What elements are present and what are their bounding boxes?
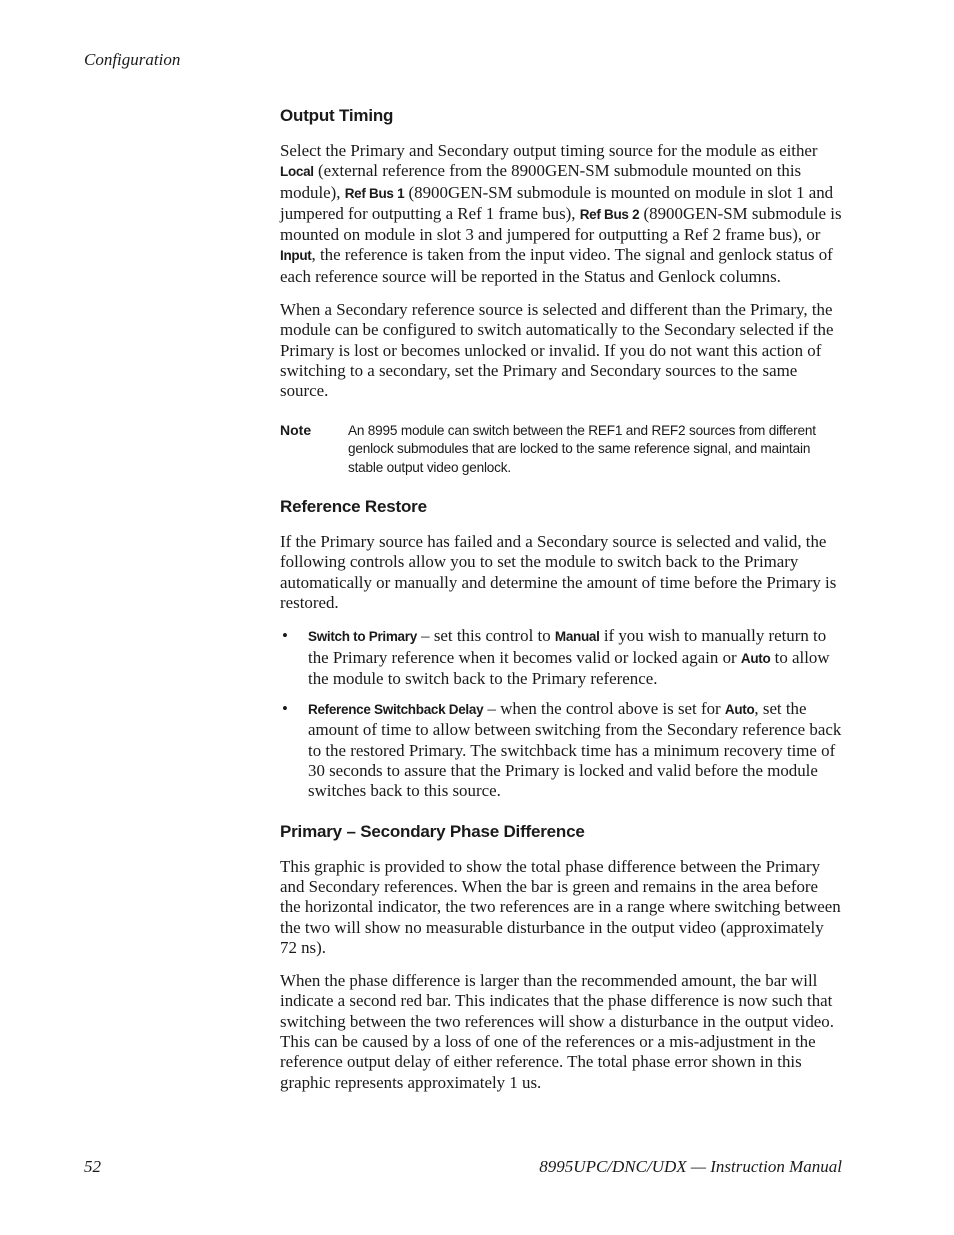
paragraph-reference-restore: If the Primary source has failed and a Secondary source is selected and valid, the following controls allow you to set the module to switch back to the Primary automatically or manually and determine the amount of time before the Primary is restored.	[280, 532, 837, 612]
term-reference-switchback-delay: Reference Switchback Delay	[308, 702, 484, 718]
term-auto: Auto	[740, 650, 771, 666]
section-phase-difference	[280, 822, 842, 1093]
term-ref-bus-2: Ref Bus 2	[579, 206, 640, 222]
text-span: – set this control to	[416, 626, 555, 646]
bullet-glyph: •	[282, 626, 288, 646]
bullet-list	[280, 626, 842, 801]
list-item-switchback-delay	[280, 699, 842, 801]
text-span: , set the amount of time to allow between switching from the Secondary reference back to the restored Primary. The switchback time has a minimum recovery time of 30 seconds to assure that the Primary is locked and valid before the module switches back to this source.	[308, 699, 842, 801]
bullet-glyph: •	[282, 699, 288, 719]
list-item-switch-to-primary	[280, 626, 842, 689]
paragraph-phase-red-bar: When the phase difference is larger than the recommended amount, the bar will indicate a second red bar. This indicates that the phase difference is now such that switching between the two references will show a disturbance in the output video. This can be caused by a loss of one of the references or a mis-adjustment in the reference output delay of either reference. The total phase error shown in this graphic represents approximately 1 us.	[280, 971, 834, 1092]
text-span: to allow the module to switch back to the Primary reference.	[308, 647, 830, 688]
section-output-timing	[280, 106, 842, 477]
text-span: , the reference is taken from the input video. The signal and genlock status of each reference source will be reported in the Status and Genlock columns.	[280, 245, 833, 286]
page-content	[280, 106, 842, 1106]
text-span: Select the Primary and Secondary output timing source for the module as either	[280, 141, 818, 160]
page-number: 52	[84, 1157, 101, 1176]
text-span: – when the control above is set for	[483, 699, 725, 719]
paragraph-phase-graphic: This graphic is provided to show the total phase difference between the Primary and Secondary references. When the bar is green and remains in the area before the horizontal indicator, the two references are in a range where switching between the two will show no measurable disturbance in the output video (approximately 72 ns).	[280, 856, 841, 957]
manual-title: 8995UPC/DNC/UDX — Instruction Manual	[539, 1157, 842, 1176]
paragraph-secondary-switching: When a Secondary reference source is selected and different than the Primary, the module can be configured to switch automatically to the Secondary selected if the Primary is lost or becomes unlocked or invalid. If you do not want this action of switching to a secondary, set the Primary and Secondary sources to the same source.	[280, 300, 834, 401]
text-span: (external reference from the 8900GEN-SM submodule mounted on this module),	[280, 161, 802, 202]
heading-phase-difference: Primary – Secondary Phase Difference	[280, 821, 585, 841]
section-reference-restore	[280, 497, 842, 802]
note-block	[280, 422, 842, 478]
text-span: (8900GEN-SM submodule is mounted on module in slot 1 and jumpered for outputting a Ref 1 frame bus),	[280, 182, 834, 223]
heading-output-timing: Output Timing	[280, 106, 394, 125]
term-manual: Manual	[554, 629, 600, 645]
running-head: Configuration	[84, 50, 181, 69]
term-auto: Auto	[724, 702, 755, 718]
text-span: if you wish to manually return to the Primary reference when it becomes valid or locked again or	[308, 626, 827, 667]
paragraph-output-timing-sources	[280, 141, 842, 287]
term-input: Input	[280, 248, 312, 264]
term-switch-to-primary: Switch to Primary	[308, 629, 417, 645]
heading-reference-restore: Reference Restore	[280, 497, 427, 517]
term-local: Local	[280, 164, 314, 180]
text-span: (8900GEN-SM submodule is mounted on module in slot 3 and jumpered for outputting a Ref 2 frame bus), or	[280, 203, 842, 245]
note-text: An 8995 module can switch between the REF1 and REF2 sources from different genlock submodules that are locked to the same reference signal, and maintain stable output video genlock.	[348, 422, 816, 475]
note-label: Note	[280, 421, 312, 438]
term-ref-bus-1: Ref Bus 1	[344, 185, 405, 201]
